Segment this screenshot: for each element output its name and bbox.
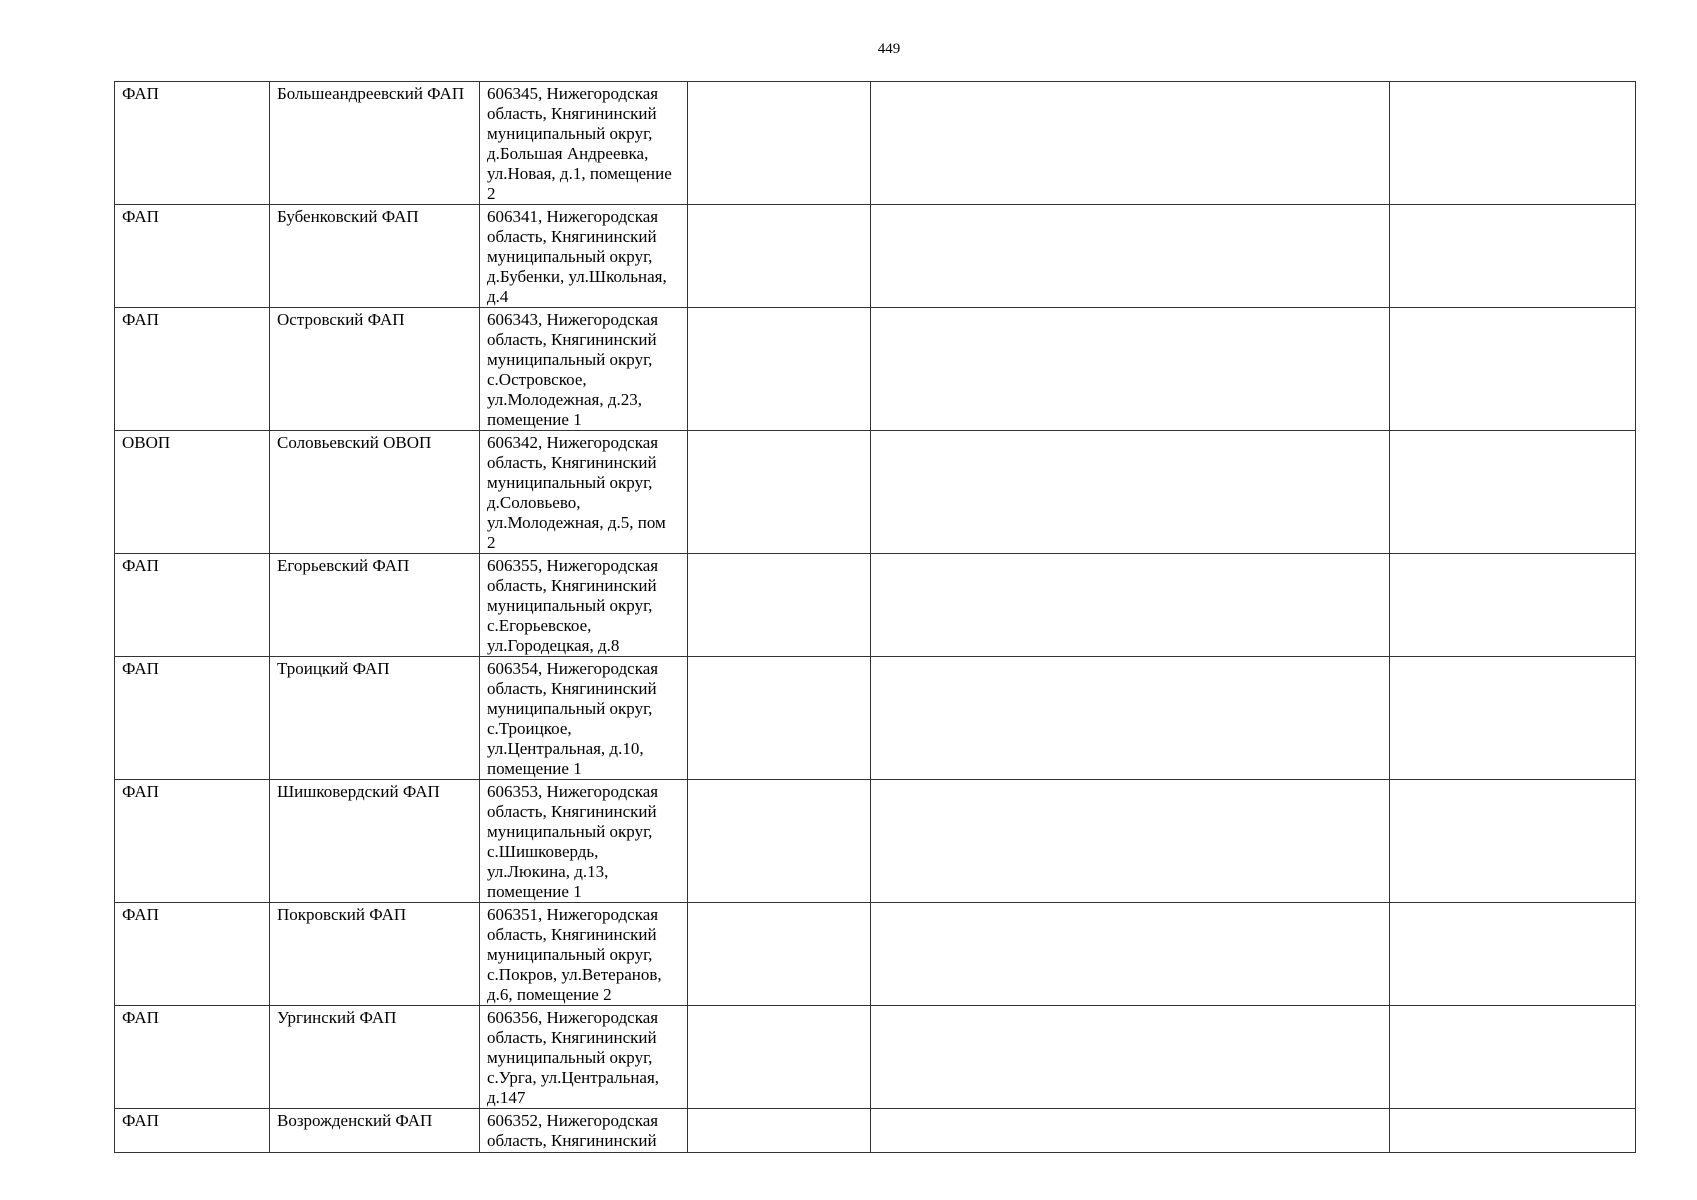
facility-name-cell: Покровский ФАП <box>270 903 480 1006</box>
facility-name-cell: Островский ФАП <box>270 308 480 431</box>
facility-type-cell: ФАП <box>115 205 270 308</box>
facility-address-cell <box>480 82 688 205</box>
empty-cell-5 <box>871 780 1390 903</box>
facility-type-cell: ФАП <box>115 554 270 657</box>
table-body <box>115 82 1636 1153</box>
empty-cell-4 <box>688 780 871 903</box>
table-row <box>115 1006 1636 1109</box>
address-line: д.Соловьево, <box>487 493 581 512</box>
address-line: помещение 1 <box>487 759 582 778</box>
facility-address-cell <box>480 903 688 1006</box>
address-line: д.Большая Андреевка, <box>487 144 649 163</box>
address-line: область, Княгининский <box>487 802 657 821</box>
empty-cell-6 <box>1390 205 1636 308</box>
address-line: с.Троицкое, <box>487 719 572 738</box>
address-line: область, Княгининский <box>487 925 657 944</box>
address-line: с.Егорьевское, <box>487 616 592 635</box>
empty-cell-5 <box>871 1006 1390 1109</box>
facility-name-cell: Бубенковский ФАП <box>270 205 480 308</box>
table-row <box>115 1109 1636 1153</box>
address-line: область, Княгининский <box>487 330 657 349</box>
table-row <box>115 308 1636 431</box>
empty-cell-4 <box>688 205 871 308</box>
table-row <box>115 205 1636 308</box>
page-number: 449 <box>877 41 901 57</box>
address-line: 2 <box>487 184 496 203</box>
empty-cell-6 <box>1390 308 1636 431</box>
address-line: с.Шишковердь, <box>487 842 599 861</box>
empty-cell-5 <box>871 903 1390 1006</box>
address-line: д.6, помещение 2 <box>487 985 612 1004</box>
facility-type-cell: ФАП <box>115 308 270 431</box>
facility-type-cell: ФАП <box>115 1006 270 1109</box>
empty-cell-4 <box>688 1006 871 1109</box>
empty-cell-4 <box>688 431 871 554</box>
address-line: 2 <box>487 533 496 552</box>
address-line: 606345, Нижегородская <box>487 84 659 103</box>
address-line: 606353, Нижегородская <box>487 782 659 801</box>
facility-address-cell <box>480 431 688 554</box>
address-line: помещение 1 <box>487 410 582 429</box>
facility-type-cell: ФАП <box>115 903 270 1006</box>
address-line: 606341, Нижегородская <box>487 207 659 226</box>
facility-name-cell: Шишковердский ФАП <box>270 780 480 903</box>
table-row <box>115 82 1636 205</box>
address-line: область, Княгининский <box>487 1131 657 1150</box>
address-line: область, Княгининский <box>487 1028 657 1047</box>
address-line: муниципальный округ, <box>487 945 653 964</box>
address-line: область, Княгининский <box>487 104 657 123</box>
facility-name-cell: Соловьевский ОВОП <box>270 431 480 554</box>
address-line: муниципальный округ, <box>487 822 653 841</box>
empty-cell-5 <box>871 82 1390 205</box>
address-line: 606356, Нижегородская <box>487 1008 659 1027</box>
address-line: область, Княгининский <box>487 227 657 246</box>
address-line: 606352, Нижегородская <box>487 1111 659 1130</box>
facility-name-cell: Ургинский ФАП <box>270 1006 480 1109</box>
empty-cell-6 <box>1390 903 1636 1006</box>
table-row <box>115 780 1636 903</box>
address-line: с.Покров, ул.Ветеранов, <box>487 965 662 984</box>
empty-cell-5 <box>871 1109 1390 1153</box>
address-line: область, Княгининский <box>487 679 657 698</box>
facility-address-cell <box>480 780 688 903</box>
address-line: ул.Новая, д.1, помещение <box>487 164 672 183</box>
address-line: 606342, Нижегородская <box>487 433 659 452</box>
address-line: область, Княгининский <box>487 576 657 595</box>
empty-cell-5 <box>871 308 1390 431</box>
table-row <box>115 903 1636 1006</box>
address-line: муниципальный округ, <box>487 699 653 718</box>
address-line: д.147 <box>487 1088 526 1107</box>
address-line: муниципальный округ, <box>487 1048 653 1067</box>
empty-cell-6 <box>1390 554 1636 657</box>
empty-cell-4 <box>688 82 871 205</box>
table-row <box>115 657 1636 780</box>
address-line: с.Островское, <box>487 370 587 389</box>
empty-cell-4 <box>688 903 871 1006</box>
empty-cell-6 <box>1390 780 1636 903</box>
facility-type-cell: ФАП <box>115 1109 270 1153</box>
empty-cell-4 <box>688 1109 871 1153</box>
table-row <box>115 431 1636 554</box>
facility-type-cell: ФАП <box>115 780 270 903</box>
address-line: ул.Люкина, д.13, <box>487 862 609 881</box>
address-line: муниципальный округ, <box>487 473 653 492</box>
address-line: муниципальный округ, <box>487 124 653 143</box>
address-line: муниципальный округ, <box>487 596 653 615</box>
address-line: ул.Молодежная, д.23, <box>487 390 643 409</box>
facility-type-cell: ФАП <box>115 657 270 780</box>
empty-cell-4 <box>688 554 871 657</box>
empty-cell-6 <box>1390 1109 1636 1153</box>
address-line: д.4 <box>487 287 509 306</box>
address-line: д.Бубенки, ул.Школьная, <box>487 267 667 286</box>
empty-cell-5 <box>871 205 1390 308</box>
address-line: с.Урга, ул.Центральная, <box>487 1068 660 1087</box>
facility-address-cell <box>480 205 688 308</box>
facility-address-cell <box>480 308 688 431</box>
address-line: ул.Городецкая, д.8 <box>487 636 620 655</box>
empty-cell-5 <box>871 554 1390 657</box>
empty-cell-5 <box>871 657 1390 780</box>
address-line: муниципальный округ, <box>487 247 653 266</box>
facility-address-cell <box>480 1006 688 1109</box>
address-line: 606355, Нижегородская <box>487 556 659 575</box>
facility-type-cell: ФАП <box>115 82 270 205</box>
table-row <box>115 554 1636 657</box>
facility-address-cell <box>480 657 688 780</box>
facility-address-cell <box>480 554 688 657</box>
empty-cell-5 <box>871 431 1390 554</box>
empty-cell-6 <box>1390 657 1636 780</box>
address-line: область, Княгининский <box>487 453 657 472</box>
empty-cell-6 <box>1390 82 1636 205</box>
facility-name-cell: Большеандреевский ФАП <box>270 82 480 205</box>
facility-name-cell: Возрожденский ФАП <box>270 1109 480 1153</box>
empty-cell-6 <box>1390 431 1636 554</box>
address-line: помещение 1 <box>487 882 582 901</box>
address-line: 606343, Нижегородская <box>487 310 659 329</box>
facility-address-cell <box>480 1109 688 1153</box>
facility-name-cell: Егорьевский ФАП <box>270 554 480 657</box>
address-line: ул.Молодежная, д.5, пом <box>487 513 666 532</box>
facility-type-cell: ОВОП <box>115 431 270 554</box>
facilities-table <box>114 81 1636 1153</box>
empty-cell-4 <box>688 308 871 431</box>
facility-name-cell: Троицкий ФАП <box>270 657 480 780</box>
address-line: ул.Центральная, д.10, <box>487 739 644 758</box>
address-line: 606354, Нижегородская <box>487 659 659 678</box>
empty-cell-4 <box>688 657 871 780</box>
address-line: 606351, Нижегородская <box>487 905 659 924</box>
empty-cell-6 <box>1390 1006 1636 1109</box>
address-line: муниципальный округ, <box>487 350 653 369</box>
